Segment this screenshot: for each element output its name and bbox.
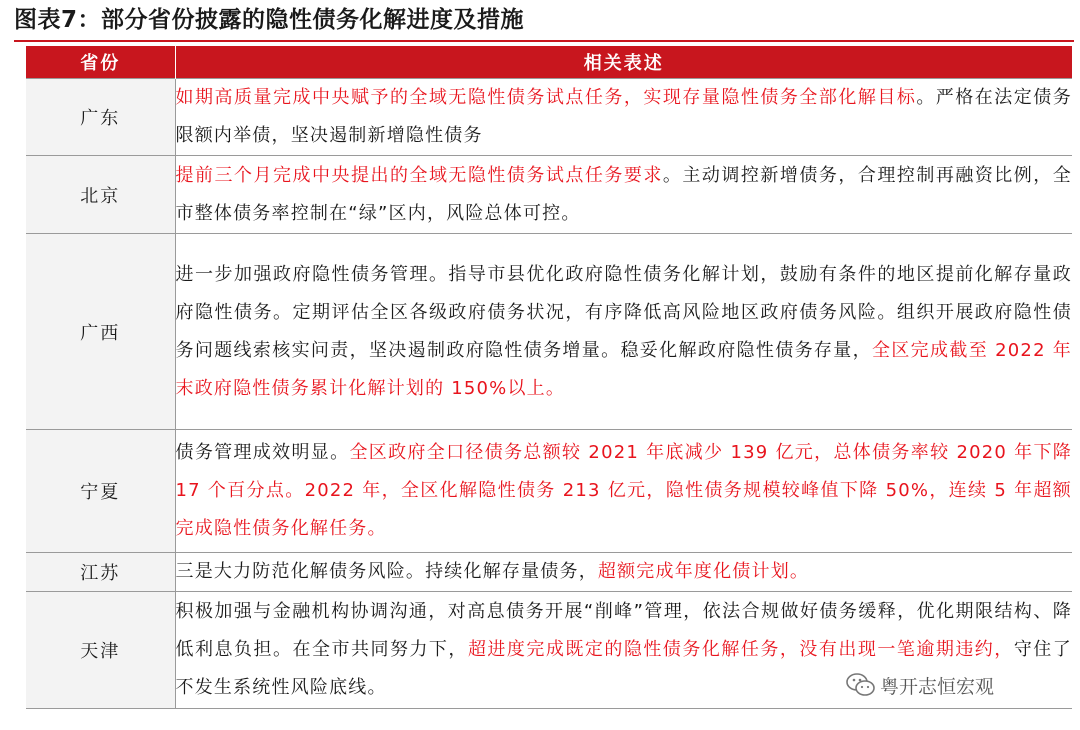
highlight-text: 提前三个月完成中央提出的全域无隐性债务试点任务要求: [175, 164, 663, 186]
highlight-text: 超额完成年度化债计划。: [597, 561, 810, 582]
header-province: 省份: [26, 46, 175, 79]
figure-title: 图表7：部分省份披露的隐性债务化解进度及措施: [14, 7, 525, 33]
highlight-text: 超进度完成既定的隐性债务化解任务，没有出现一笔逾期违约，: [467, 639, 1014, 660]
table-row: [26, 156, 1072, 234]
province-cell: 北京: [26, 156, 175, 234]
highlight-text: 全区完成截至 2022 年末政府隐性债务累计化解计划的 150%以上。: [175, 339, 1072, 399]
title-rule: [14, 40, 1074, 42]
table-row: [26, 430, 1072, 553]
table-row: [26, 553, 1072, 592]
province-cell: 天津: [26, 592, 175, 709]
plain-text: 。主动调控新增债务，合理控制再融资比例，全市整体债务率控制在“绿”区内，风险总体可控。: [175, 164, 1072, 224]
description-cell: [175, 234, 1072, 430]
table-row: [26, 79, 1072, 156]
highlight-text: 全区政府全口径债务总额较 2021 年底减少 139 亿元，总体债务率较 2020 年下降 17 个百分点。2022 年，全区化解隐性债务 213 亿元，隐性债务规模较峰值下降 50%，连续 5 年超额完成隐性债务化解任务。: [175, 442, 1072, 539]
plain-text: 三是大力防范化解债务风险。持续化解存量债务，: [175, 561, 598, 582]
plain-text: 。严格在法定债务限额内举债，坚决遏制新增隐性债务: [175, 87, 1072, 146]
watermark-text: 粤开志恒宏观: [880, 675, 995, 698]
plain-text: 进一步加强政府隐性债务管理。指导市县优化政府隐性债务化解计划，鼓励有条件的地区提前化解存量政府隐性债务。定期评估全区各级政府债务状况，有序降低高风险地区政府债务风险。组织开展政府隐性债务问题线索核实问责，坚决遏制政府隐性债务增量。稳妥化解政府隐性债务存量，: [175, 263, 1072, 361]
province-cell: 宁夏: [26, 430, 175, 553]
province-cell: 广西: [26, 234, 175, 430]
disclosure-table: [26, 46, 1072, 709]
province-cell: 江苏: [26, 553, 175, 592]
description-cell: [175, 553, 1072, 592]
plain-text: 积极加强与金融机构协调沟通，对高息债务开展“削峰”管理，依法合规做好债务缓释，优化期限结构、降低利息负担。在全市共同努力下，: [175, 601, 1072, 660]
wechat-icon: [846, 672, 876, 698]
highlight-text: 如期高质量完成中央赋予的全域无隐性债务试点任务，实现存量隐性债务全部化解目标: [175, 87, 917, 108]
description-cell: [175, 430, 1072, 553]
province-cell: 广东: [26, 79, 175, 156]
description-cell: [175, 156, 1072, 234]
plain-text: 债务管理成效明显。: [175, 442, 350, 463]
table-row: [26, 234, 1072, 430]
header-description: 相关表述: [175, 46, 1072, 79]
description-cell: [175, 79, 1072, 156]
plain-text: 守住了不发生系统性风险底线。: [175, 639, 1073, 698]
table-header-row: [26, 46, 1072, 79]
watermark: [842, 670, 998, 700]
